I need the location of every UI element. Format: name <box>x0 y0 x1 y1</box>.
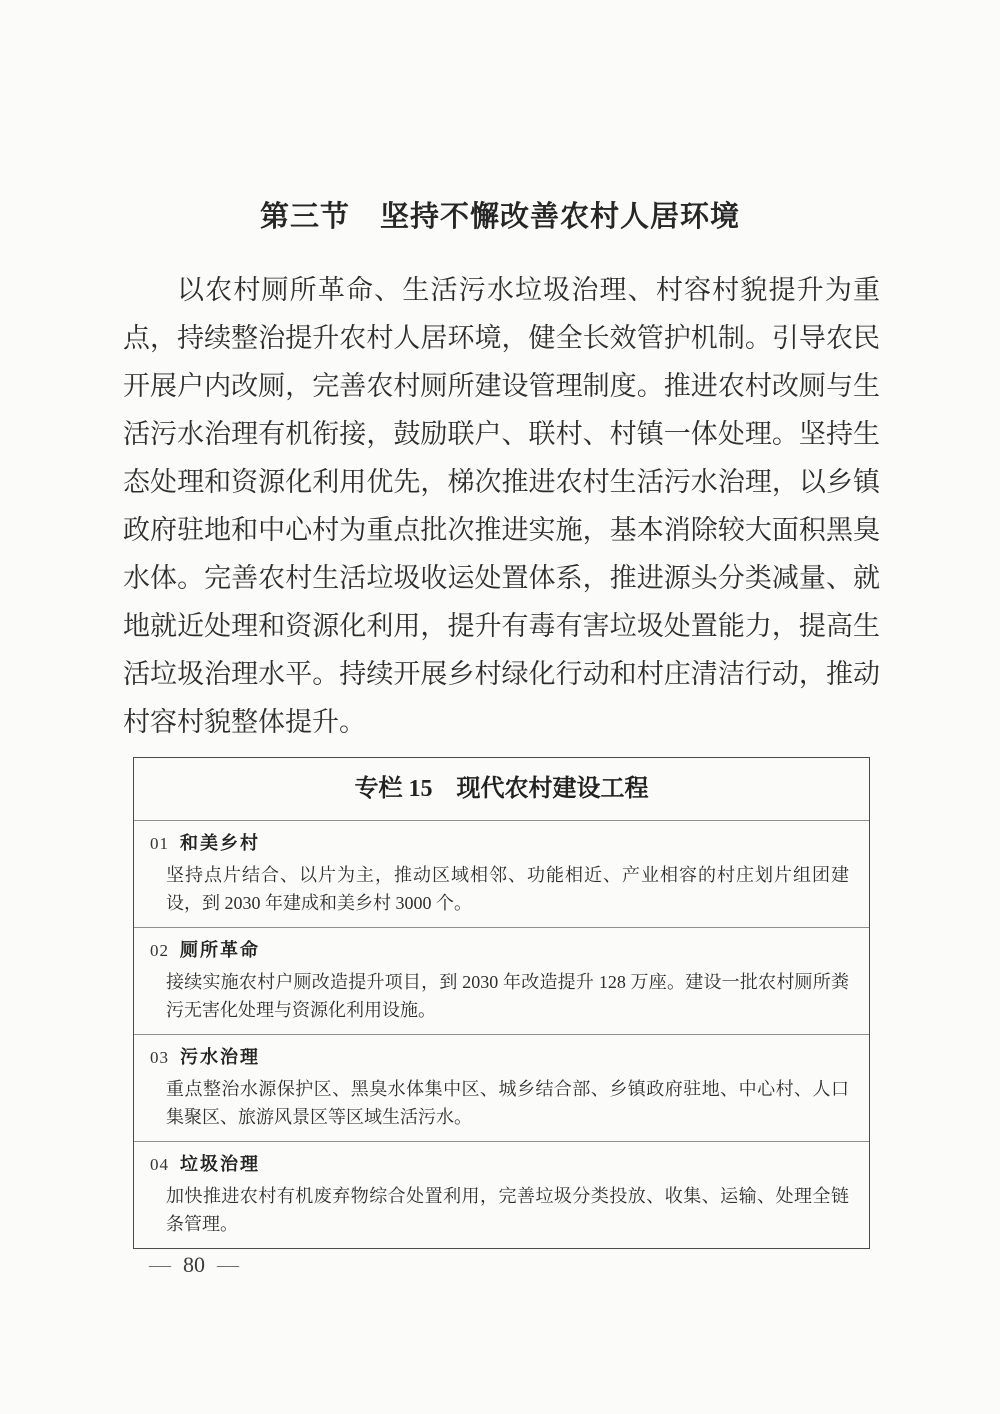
panel-item <box>134 1141 869 1248</box>
paragraph-line: 村容村貌整体提升。 <box>123 707 366 737</box>
item-title: 厕所革命 <box>180 940 260 960</box>
paragraph-line: 点，持续整治提升农村人居环境，健全长效管护机制。引导农民 <box>123 323 880 353</box>
paragraph-line: 水体。完善农村生活垃圾收运处置体系，推进源头分类减量、就 <box>123 563 880 593</box>
paragraph-line: 态处理和资源化利用优先，梯次推进农村生活污水治理，以乡镇 <box>123 467 880 497</box>
paragraph-line: 活垃圾治理水平。持续开展乡村绿化行动和村庄清洁行动，推动 <box>123 659 880 689</box>
panel-item-head <box>150 1047 851 1069</box>
item-body: 接续实施农村户厕改造提升项目，到 2030 年改造提升 128 万座。建设一批农村厕所粪污无害化处理与资源化利用设施。 <box>166 972 849 1020</box>
footer-dash-left: — <box>149 1253 171 1276</box>
item-body: 重点整治水源保护区、黑臭水体集中区、城乡结合部、乡镇政府驻地、中心村、人口集聚区、旅游风景区等区域生活污水。 <box>166 1079 849 1127</box>
section-title: 第三节 坚持不懈改善农村人居环境 <box>259 201 740 233</box>
panel-item-head <box>150 940 851 962</box>
item-number: 03 <box>150 1048 169 1067</box>
item-title: 和美乡村 <box>180 833 260 853</box>
page-footer <box>150 1252 238 1278</box>
item-body: 加快推进农村有机废弃物综合处置利用，完善垃圾分类投放、收集、运输、处理全链条管理。 <box>166 1186 849 1234</box>
paragraph-line: 以农村厕所革命、生活污水垃圾治理、村容村貌提升为重 <box>177 275 880 305</box>
paragraph-line: 开展户内改厕，完善农村厕所建设管理制度。推进农村改厕与生 <box>123 371 880 401</box>
item-title: 垃圾治理 <box>180 1154 260 1174</box>
item-body: 坚持点片结合、以片为主，推动区域相邻、功能相近、产业相容的村庄划片组团建设，到 2030 年建成和美乡村 3000 个。 <box>166 865 849 913</box>
paragraph-line: 政府驻地和中心村为重点批次推进实施，基本消除较大面积黑臭 <box>123 515 880 545</box>
panel-box <box>133 757 870 1249</box>
paragraph-line: 活污水治理有机衔接，鼓励联户、联村、村镇一体处理。坚持生 <box>123 419 880 449</box>
item-number: 04 <box>150 1155 169 1174</box>
footer-dash-right: — <box>217 1253 239 1276</box>
item-number: 01 <box>150 834 169 853</box>
body-paragraph <box>123 266 880 746</box>
panel-item <box>134 1034 869 1141</box>
panel-item <box>134 927 869 1034</box>
panel-item <box>134 821 869 927</box>
panel-title: 专栏 15 现代农村建设工程 <box>134 758 869 821</box>
paragraph-line: 地就近处理和资源化利用，提升有毒有害垃圾处置能力，提高生 <box>123 611 880 641</box>
item-number: 02 <box>150 941 169 960</box>
item-title: 污水治理 <box>180 1047 260 1067</box>
page-number: 80 <box>183 1252 205 1277</box>
panel-item-head <box>150 1154 851 1176</box>
panel-item-head <box>150 833 851 855</box>
